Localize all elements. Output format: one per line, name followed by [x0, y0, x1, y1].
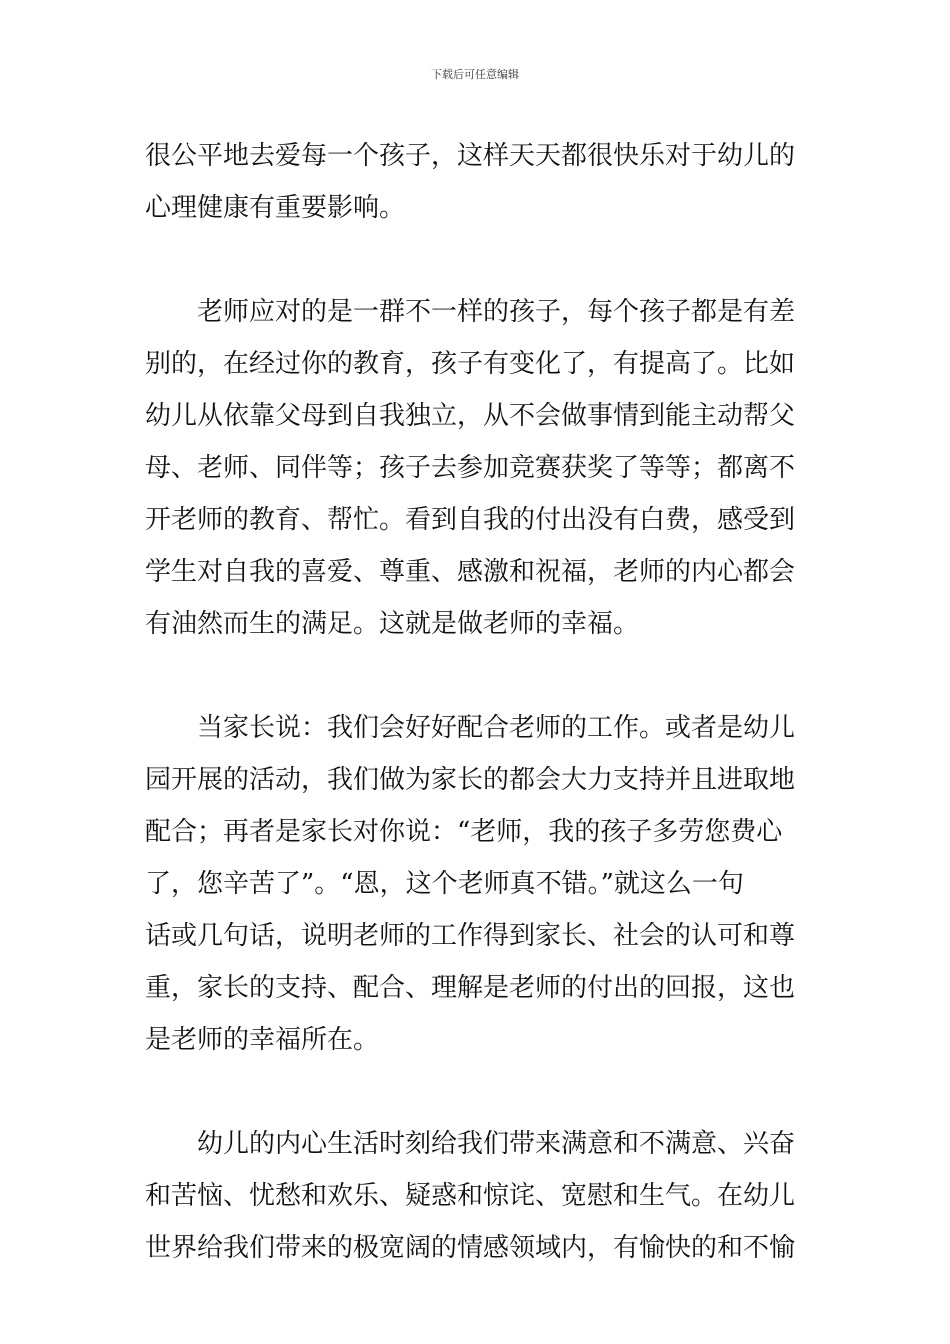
paragraph — [145, 702, 815, 1066]
text-line: 配合；再者是家长对你说：“老师，我的孩子多劳您费心 — [145, 817, 783, 847]
paragraph — [145, 130, 815, 234]
paragraph — [145, 1118, 815, 1274]
text-line: 是老师的幸福所在。 — [145, 1025, 380, 1055]
page-header-note: 下载后可任意编辑 — [431, 68, 519, 81]
text-line: 话或几句话，说明老师的工作得到家长、社会的认可和尊 — [145, 921, 796, 951]
text-line: 和苦恼、忧愁和欢乐、疑惑和惊诧、宽慰和生气。在幼儿 — [145, 1181, 796, 1211]
paragraph-gap — [145, 650, 815, 702]
text-line: 幼儿的内心生活时刻给我们带来满意和不满意、兴奋 — [145, 1129, 796, 1159]
text-line: 很公平地去爱每一个孩子，这样天天都很快乐对于幼儿的 — [145, 141, 796, 171]
paragraph-gap — [145, 234, 815, 286]
paragraph — [145, 286, 815, 650]
text-line: 开老师的教育、帮忙。看到自我的付出没有白费，感受到 — [145, 505, 796, 535]
text-line: 有油然而生的满足。这就是做老师的幸福。 — [145, 609, 640, 639]
document-body — [145, 130, 815, 1274]
text-line: 世界给我们带来的极宽阔的情感领域内，有愉快的和不愉 — [145, 1233, 796, 1263]
paragraph-gap — [145, 1066, 815, 1118]
text-line: 幼儿从依靠父母到自我独立，从不会做事情到能主动帮父 — [145, 401, 796, 431]
text-line: 了，您辛苦了”。“恩，这个老师真不错。”就这么一句 — [145, 869, 744, 899]
text-line: 老师应对的是一群不一样的孩子，每个孩子都是有差 — [145, 297, 796, 327]
text-line: 学生对自我的喜爱、尊重、感激和祝福，老师的内心都会 — [145, 557, 796, 587]
text-line: 母、老师、同伴等；孩子去参加竞赛获奖了等等；都离不 — [145, 453, 796, 483]
text-line: 园开展的活动，我们做为家长的都会大力支持并且进取地 — [145, 765, 796, 795]
text-line: 重，家长的支持、配合、理解是老师的付出的回报，这也 — [145, 973, 796, 1003]
text-line: 当家长说：我们会好好配合老师的工作。或者是幼儿 — [145, 713, 796, 743]
text-line: 心理健康有重要影响。 — [145, 193, 406, 223]
text-line: 别的，在经过你的教育，孩子有变化了，有提高了。比如 — [145, 349, 796, 379]
